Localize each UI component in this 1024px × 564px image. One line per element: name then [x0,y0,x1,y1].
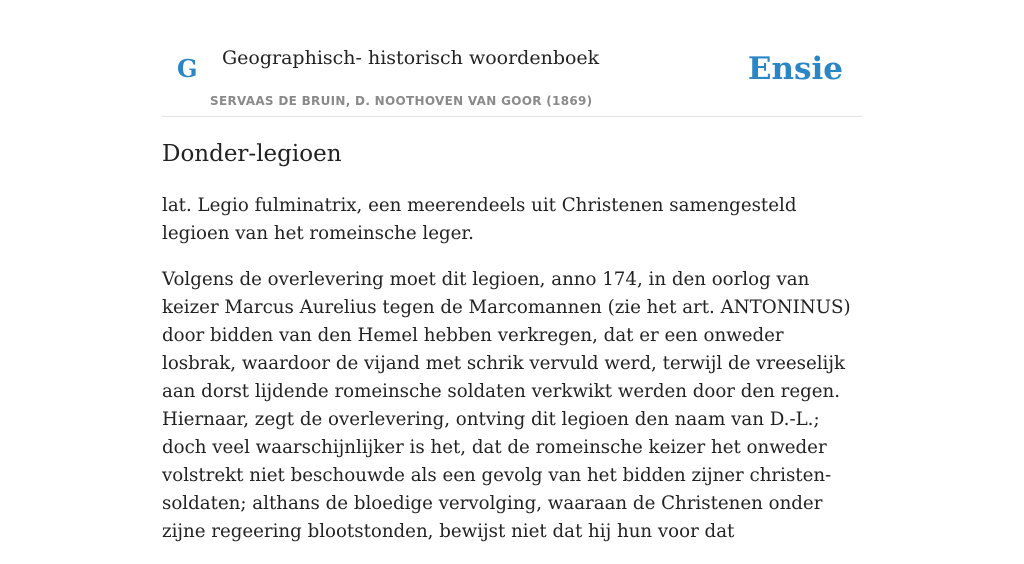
ensie-logo-link[interactable]: Ensie [747,51,843,87]
site-header [162,0,862,117]
book-logo-icon[interactable]: G [177,54,198,83]
entry-content [162,192,862,564]
book-author-line: SERVAAS DE BRUIN, D. NOOTHOVEN VAN GOOR (1869) [210,94,593,108]
entry-paragraph-1: lat. Legio fulminatrix, een meerendeels uit Christenen samengesteld legioen van het romeinsche leger. [162,195,797,244]
entry-title: Donder-legioen [162,141,342,167]
entry-paragraph-2: Volgens de overlevering moet dit legioen, anno 174, in den oorlog van keizer Marcus Aurelius tegen de Marcomannen (zie het art. ANTONINUS) door bidden van den Hemel hebben verkregen, dat er een onweder losbrak, waardoor de vijand met schrik vervuld werd, terwijl de vreeselijk aan dorst lijdende romeinsche soldaten verkwikt werden door den regen. Hiernaar, zegt de overlevering, ontving dit legioen den naam van D.-L.; doch veel waarschijnlijker is het, dat de romeinsche keizer het onweder volstrekt niet beschouwde als een gevolg van het bidden zijner christen-soldaten; althans de bloedige vervolging, waaraan de Christenen onder zijne regeering blootstonden, bewijst niet dat hij hun voor dat [162,269,851,542]
book-title-link[interactable]: Geographisch- historisch woordenboek [222,47,600,69]
